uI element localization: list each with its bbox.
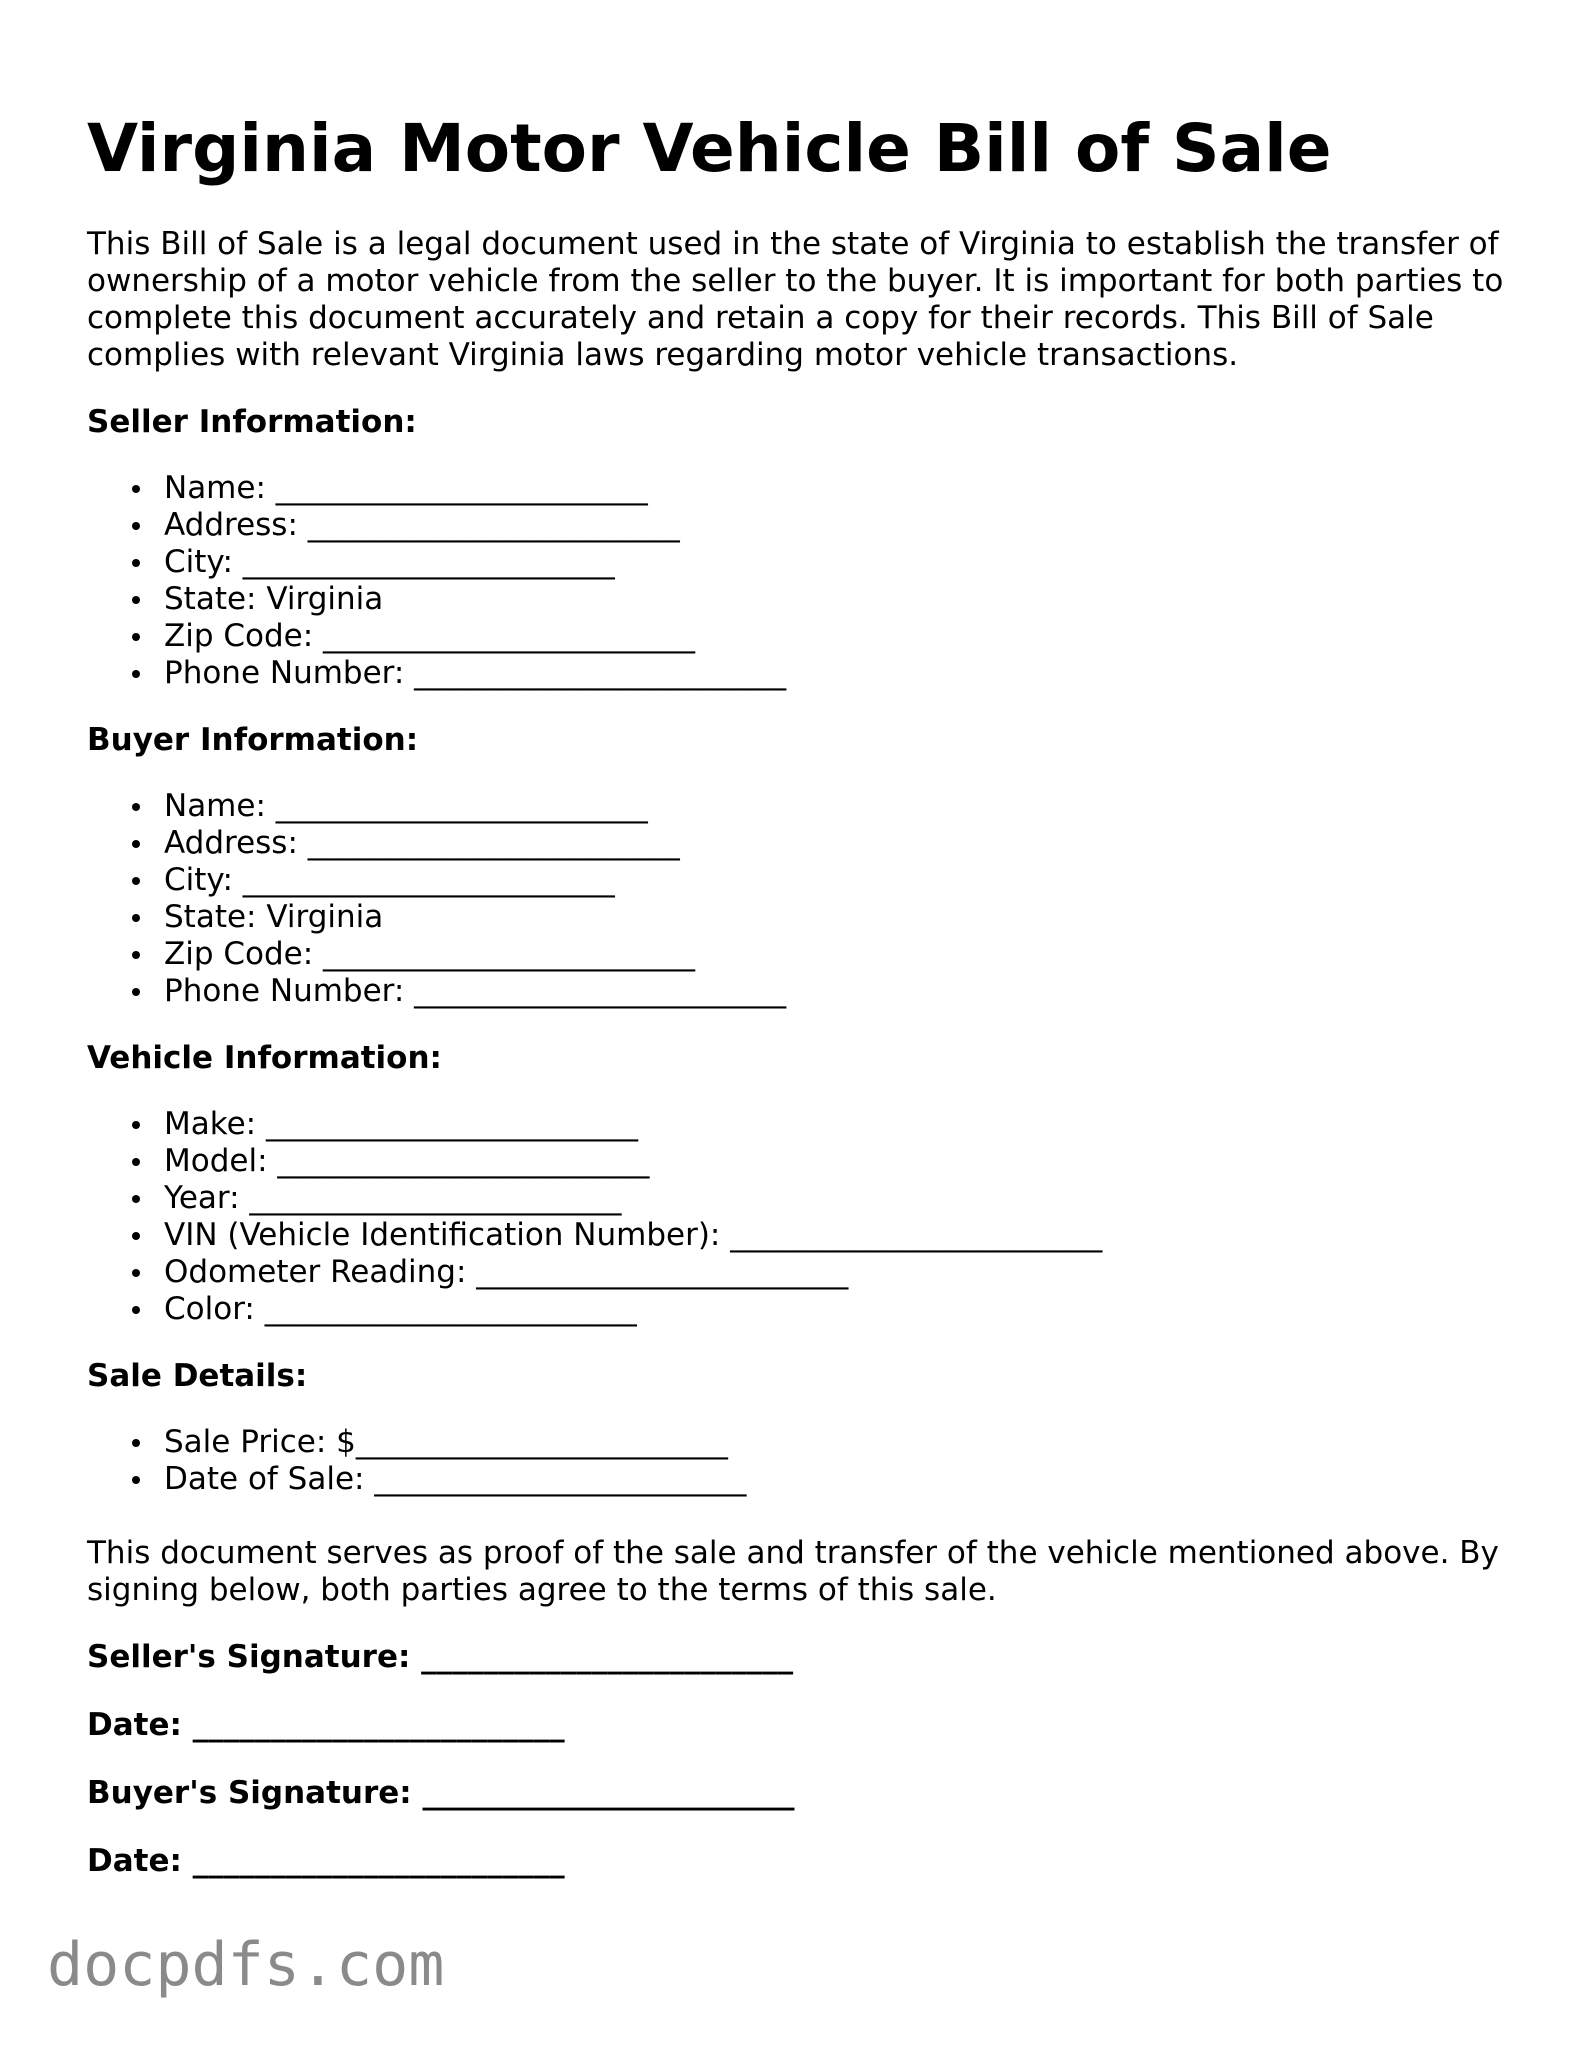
sale-date-field: Date of Sale: ________________________ — [87, 1461, 746, 1498]
vehicle-vin-field: VIN (Vehicle Identification Number): ________________________ — [87, 1217, 1102, 1254]
buyer-city-field: City: ________________________ — [87, 862, 786, 899]
seller-heading: Seller Information: — [87, 404, 417, 440]
seller-zip-field: Zip Code: ________________________ — [87, 618, 786, 655]
seller-city-field: City: ________________________ — [87, 544, 786, 581]
document-title: Virginia Motor Vehicle Bill of Sale — [87, 110, 1332, 187]
closing-paragraph: This document serves as proof of the sale and transfer of the vehicle mentioned above. By signing below, both parties agree to the terms of this sale. — [87, 1535, 1499, 1608]
watermark: docpdfs.com — [47, 1930, 445, 2000]
vehicle-model-field: Model: ________________________ — [87, 1143, 1102, 1180]
buyer-address-field: Address: ________________________ — [87, 825, 786, 862]
vehicle-heading: Vehicle Information: — [87, 1040, 442, 1076]
buyer-name-field: Name: ________________________ — [87, 788, 786, 825]
seller-phone-field: Phone Number: ________________________ — [87, 655, 786, 692]
buyer-phone-field: Phone Number: ________________________ — [87, 973, 786, 1010]
buyer-signature-line: Buyer's Signature: ________________________ — [87, 1775, 795, 1811]
buyer-field-list — [87, 788, 786, 1010]
buyer-zip-field: Zip Code: ________________________ — [87, 936, 786, 973]
seller-address-field: Address: ________________________ — [87, 507, 786, 544]
seller-signature-line: Seller's Signature: ________________________ — [87, 1639, 794, 1675]
vehicle-make-field: Make: ________________________ — [87, 1106, 1102, 1143]
vehicle-odometer-field: Odometer Reading: ________________________ — [87, 1254, 1102, 1291]
seller-name-field: Name: ________________________ — [87, 470, 786, 507]
seller-state-field: State: Virginia — [87, 581, 786, 618]
seller-field-list — [87, 470, 786, 692]
intro-paragraph: This Bill of Sale is a legal document used in the state of Virginia to establish the transfer of ownership of a motor vehicle from the seller to the buyer. It is important for both parties to complete this document accurately and retain a copy for their records. This Bill of Sale complies with relevant Virginia laws regarding motor vehicle transactions. — [87, 226, 1504, 373]
vehicle-year-field: Year: ________________________ — [87, 1180, 1102, 1217]
sale-price-field: Sale Price: $________________________ — [87, 1424, 746, 1461]
buyer-date-line: Date: ________________________ — [87, 1843, 565, 1879]
vehicle-color-field: Color: ________________________ — [87, 1291, 1102, 1328]
buyer-state-field: State: Virginia — [87, 899, 786, 936]
seller-date-line: Date: ________________________ — [87, 1707, 565, 1743]
sale-heading: Sale Details: — [87, 1358, 308, 1394]
buyer-heading: Buyer Information: — [87, 722, 419, 758]
sale-field-list — [87, 1424, 746, 1498]
vehicle-field-list — [87, 1106, 1102, 1328]
